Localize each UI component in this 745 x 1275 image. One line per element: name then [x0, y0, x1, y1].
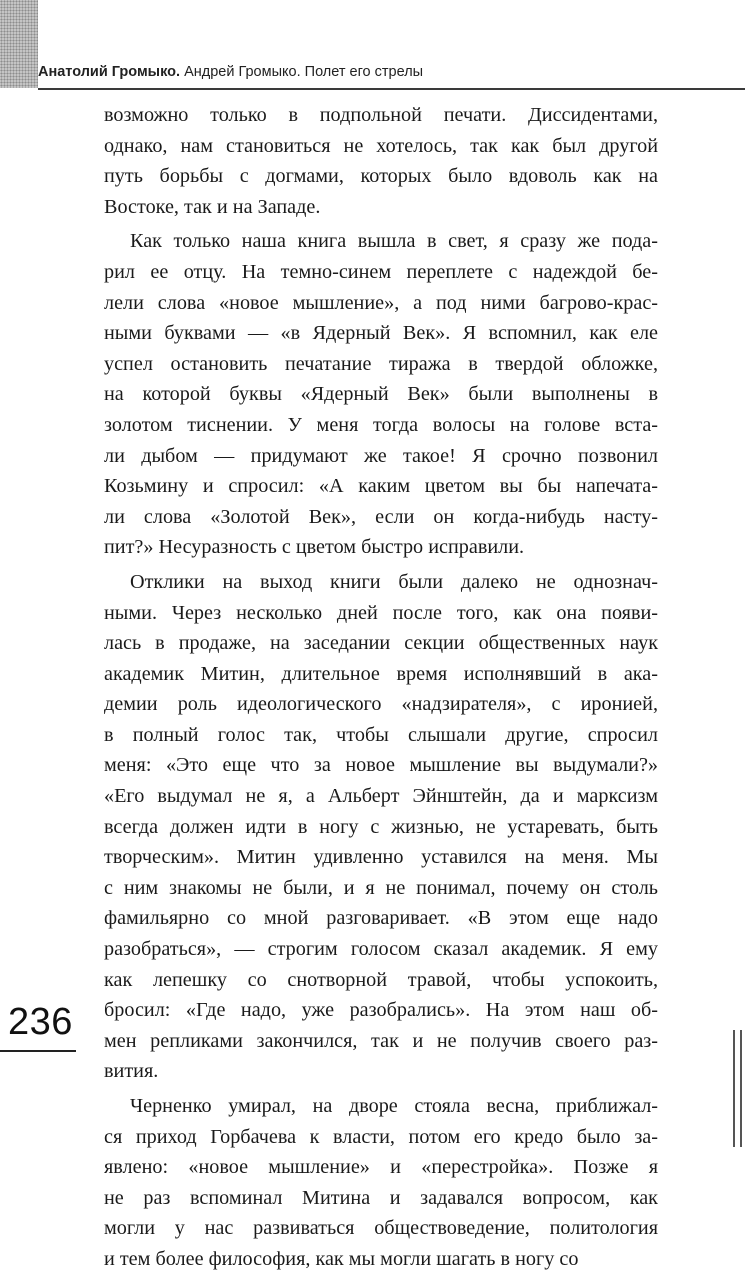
text-line: с ним знакомы не были, и я не понимал, почему он столь [104, 876, 658, 899]
page-number-rule [0, 1050, 76, 1052]
header-rule [38, 88, 745, 90]
text-line: могли у нас развиваться обществоведение, политология [104, 1217, 658, 1240]
text-line: не раз вспоминал Митина и задавался вопросом, как [104, 1186, 658, 1209]
text-line: как лепешку со снотворной травой, чтобы успокоить, [104, 968, 658, 991]
text-line: путь борьбы с догмами, которых было вдоволь как на [104, 165, 658, 188]
paragraph [104, 100, 658, 222]
text-line: бросил: «Где надо, уже разобрались». На этом наш об- [104, 999, 658, 1022]
text-line: Козьмину и спросил: «А каким цветом вы бы напечата- [104, 475, 658, 498]
text-line: пит?» Несуразность с цветом быстро исправили. [104, 536, 525, 559]
text-line: золотом тиснении. У меня тогда волосы на голове вста- [104, 413, 658, 436]
page-number: 236 [8, 1001, 73, 1043]
text-line: вития. [104, 1060, 159, 1083]
text-line: мен репликами закончился, так и не получив своего раз- [104, 1029, 658, 1052]
text-line: ными. Через несколько дней после того, как она появи- [104, 601, 658, 624]
text-line: Черненко умирал, на дворе стояла весна, приближал- [130, 1095, 658, 1117]
text-line: лели слова «новое мышление», а под ними багрово-крас- [104, 291, 658, 314]
paragraph [104, 226, 658, 563]
text-line: Как только наша книга вышла в свет, я сразу же пода- [130, 230, 658, 253]
paragraph [104, 1091, 658, 1275]
text-line: успел остановить печатание тиража в твердой обложке, [104, 352, 658, 375]
running-head [38, 56, 745, 88]
text-line: фамильярно со мной разговаривает. «В этом еще надо [104, 907, 658, 930]
text-line: Востоке, так и на Западе. [104, 195, 321, 218]
header-book-title: Андрей Громыко. Полет его стрелы [184, 64, 424, 80]
corner-shading [0, 0, 38, 88]
text-line: творческим». Митин удивленно уставился на меня. Мы [104, 846, 658, 869]
body-text [104, 100, 658, 1275]
text-line: разобраться», — строгим голосом сказал академик. Я ему [104, 938, 658, 961]
text-line: «Его выдумал не я, а Альберт Эйнштейн, да и марксизм [104, 785, 658, 808]
text-line: ли слова «Золотой Век», если он когда-нибудь насту- [104, 505, 658, 528]
text-line: ными буквами — «в Ядерный Век». Я вспомнил, как еле [104, 322, 658, 345]
text-line: демии роль идеологического «надзирателя», с иронией, [104, 693, 658, 716]
text-line: рил ее отцу. На темно-синем переплете с надеждой бе- [104, 260, 658, 283]
scan-edge-mark [740, 1030, 742, 1147]
header-author: Анатолий Громыко. [38, 64, 181, 80]
text-line: лась в продаже, на заседании секции общественных наук [104, 632, 658, 655]
text-line: Отклики на выход книги были далеко не однознач- [130, 570, 658, 593]
paragraph [104, 567, 658, 1087]
text-line: ли дыбом — придумают же такое! Я срочно позвонил [104, 444, 658, 467]
scan-edge-mark [733, 1030, 735, 1147]
text-line: и тем более философия, как мы могли шагать в ногу со [104, 1247, 579, 1270]
text-line: ся приход Горбачева к власти, потом его кредо было за- [104, 1125, 658, 1148]
text-line: меня: «Это еще что за новое мышление вы выдумали?» [104, 754, 658, 777]
text-line: академик Митин, длительное время исполнявший в ака- [104, 662, 658, 685]
text-line: возможно только в подпольной печати. Диссидентами, [104, 104, 658, 126]
text-line: явлено: «новое мышление» и «перестройка». Позже я [104, 1156, 658, 1179]
text-line: однако, нам становиться не хотелось, так как был другой [104, 134, 658, 157]
text-line: на которой буквы «Ядерный Век» были выполнены в [104, 383, 658, 406]
text-line: в полный голос так, чтобы слышали другие, спросил [104, 723, 658, 746]
text-line: всегда должен идти в ногу с жизнью, не устаревать, быть [104, 815, 658, 838]
